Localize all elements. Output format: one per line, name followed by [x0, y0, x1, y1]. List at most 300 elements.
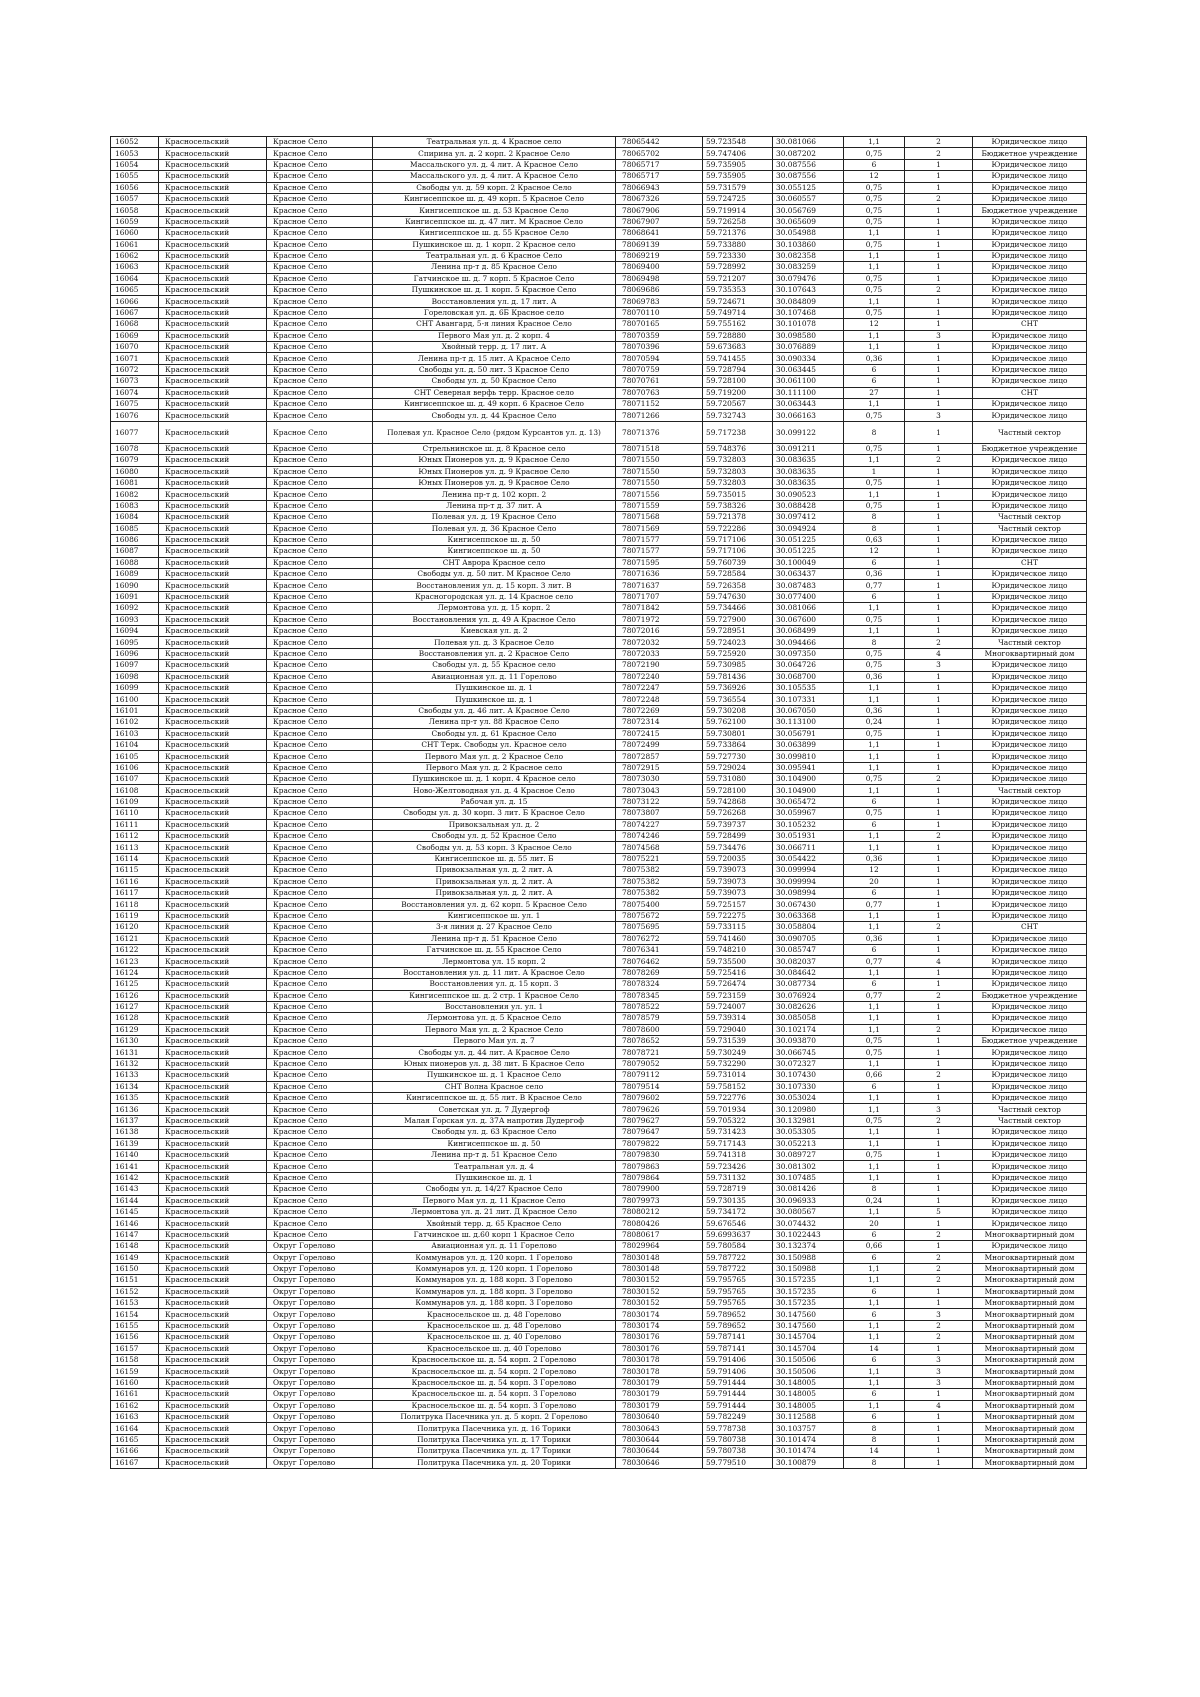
cell-count: 1 — [905, 273, 973, 284]
cell-volume: 0,75 — [844, 648, 905, 659]
cell-count: 1 — [905, 705, 973, 716]
cell-owner: Многоквартирный дом — [973, 1275, 1087, 1286]
cell-owner: Многоквартирный дом — [973, 648, 1087, 659]
table-row — [111, 1127, 1087, 1138]
cell-code: 78065717 — [616, 171, 703, 182]
cell-lon: 30.094924 — [773, 523, 844, 534]
cell-lat: 59.779510 — [703, 1457, 773, 1468]
cell-id: 16092 — [111, 603, 159, 614]
cell-lat: 59.705322 — [703, 1115, 773, 1126]
cell-address: Красногородская ул. д. 14 Красное село — [373, 591, 616, 602]
table-row — [111, 182, 1087, 193]
cell-id: 16063 — [111, 262, 159, 273]
cell-code: 78070165 — [616, 319, 703, 330]
cell-volume: 1,1 — [844, 1275, 905, 1286]
cell-code: 78030643 — [616, 1423, 703, 1434]
table-row — [111, 831, 1087, 842]
table-row — [111, 1024, 1087, 1035]
cell-address: Красносельское ш. д. 54 корп. 3 Горелово — [373, 1400, 616, 1411]
cell-lat: 59.795765 — [703, 1298, 773, 1309]
cell-volume: 1,1 — [844, 1298, 905, 1309]
cell-owner: Юридическое лицо — [973, 455, 1087, 466]
cell-code: 78079864 — [616, 1172, 703, 1183]
cell-volume: 1,1 — [844, 1263, 905, 1274]
cell-code: 78030644 — [616, 1434, 703, 1445]
cell-volume: 1,1 — [844, 751, 905, 762]
cell-owner: Частный сектор — [973, 785, 1087, 796]
cell-district: Красносельский — [159, 330, 267, 341]
cell-address: Коммунаров ул. д. 188 корп. 3 Горелово — [373, 1286, 616, 1297]
cell-area: Округ Горелово — [267, 1457, 373, 1468]
cell-area: Красное Село — [267, 694, 373, 705]
cell-area: Красное Село — [267, 739, 373, 750]
cell-count: 2 — [905, 148, 973, 159]
table-row — [111, 330, 1087, 341]
cell-count: 3 — [905, 1366, 973, 1377]
cell-lon: 30.094466 — [773, 637, 844, 648]
cell-code: 78071568 — [616, 512, 703, 523]
cell-code: 78030640 — [616, 1411, 703, 1422]
cell-id: 16117 — [111, 888, 159, 899]
cell-owner: Частный сектор — [973, 421, 1087, 443]
cell-volume: 0,75 — [844, 193, 905, 204]
cell-district: Красносельский — [159, 717, 267, 728]
cell-lat: 59.787141 — [703, 1332, 773, 1343]
cell-address: Свободы ул. д. 44 лит. А Красное Село — [373, 1047, 616, 1058]
cell-district: Красносельский — [159, 410, 267, 421]
cell-lat: 59.791444 — [703, 1400, 773, 1411]
cell-lat: 59.747630 — [703, 591, 773, 602]
cell-lon: 30.101474 — [773, 1446, 844, 1457]
cell-id: 16161 — [111, 1389, 159, 1400]
cell-lon: 30.132374 — [773, 1241, 844, 1252]
cell-volume: 1,1 — [844, 739, 905, 750]
cell-owner: Многоквартирный дом — [973, 1366, 1087, 1377]
cell-owner: Юридическое лицо — [973, 899, 1087, 910]
table-row — [111, 774, 1087, 785]
cell-id: 16141 — [111, 1161, 159, 1172]
cell-address: Кингисеппское ш. д. 50 — [373, 1138, 616, 1149]
cell-lat: 59.739737 — [703, 819, 773, 830]
cell-address: Гатчинское ш. д. 7 корп. 5 Красное Село — [373, 273, 616, 284]
cell-address: Привокзальная ул. д. 2 лит. А — [373, 876, 616, 887]
cell-code: 78072269 — [616, 705, 703, 716]
cell-area: Красное Село — [267, 888, 373, 899]
table-row — [111, 899, 1087, 910]
cell-district: Красносельский — [159, 1332, 267, 1343]
cell-address: Свободы ул. д. 46 лит. А Красное Село — [373, 705, 616, 716]
cell-id: 16090 — [111, 580, 159, 591]
cell-volume: 6 — [844, 1286, 905, 1297]
table-row — [111, 648, 1087, 659]
cell-lon: 30.150506 — [773, 1366, 844, 1377]
cell-count: 1 — [905, 1434, 973, 1445]
cell-lat: 59.725920 — [703, 648, 773, 659]
cell-area: Красное Село — [267, 1161, 373, 1172]
cell-district: Красносельский — [159, 1115, 267, 1126]
cell-owner: Юридическое лицо — [973, 228, 1087, 239]
cell-address: СНТ Северная верфь терр. Красное село — [373, 387, 616, 398]
cell-count: 1 — [905, 899, 973, 910]
cell-lon: 30.080567 — [773, 1206, 844, 1217]
cell-lat: 59.748210 — [703, 944, 773, 955]
cell-id: 16113 — [111, 842, 159, 853]
cell-lat: 59.724007 — [703, 1001, 773, 1012]
cell-owner: Юридическое лицо — [973, 466, 1087, 477]
cell-code: 78030179 — [616, 1400, 703, 1411]
cell-id: 16103 — [111, 728, 159, 739]
cell-owner: Юридическое лицо — [973, 762, 1087, 773]
cell-district: Красносельский — [159, 1149, 267, 1160]
cell-volume: 1,1 — [844, 967, 905, 978]
cell-code: 78071550 — [616, 477, 703, 488]
cell-id: 16116 — [111, 876, 159, 887]
cell-lon: 30.081426 — [773, 1184, 844, 1195]
cell-id: 16091 — [111, 591, 159, 602]
cell-volume: 6 — [844, 1389, 905, 1400]
cell-lat: 59.795765 — [703, 1286, 773, 1297]
cell-code: 78067906 — [616, 205, 703, 216]
table-row — [111, 751, 1087, 762]
cell-district: Красносельский — [159, 660, 267, 671]
cell-id: 16093 — [111, 614, 159, 625]
cell-address: Ленина пр-т ул. 88 Красное Село — [373, 717, 616, 728]
cell-code: 78072248 — [616, 694, 703, 705]
cell-code: 78076341 — [616, 944, 703, 955]
cell-area: Красное Село — [267, 500, 373, 511]
cell-lat: 59.728794 — [703, 364, 773, 375]
cell-lon: 30.052213 — [773, 1138, 844, 1149]
cell-district: Красносельский — [159, 1093, 267, 1104]
cell-code: 78071152 — [616, 398, 703, 409]
cell-volume: 6 — [844, 557, 905, 568]
cell-id: 16094 — [111, 626, 159, 637]
cell-id: 16053 — [111, 148, 159, 159]
cell-lat: 59.735353 — [703, 285, 773, 296]
cell-owner: Юридическое лицо — [973, 739, 1087, 750]
table-row — [111, 1058, 1087, 1069]
cell-area: Красное Село — [267, 569, 373, 580]
cell-owner: СНТ — [973, 387, 1087, 398]
cell-code: 78072857 — [616, 751, 703, 762]
cell-lon: 30.087734 — [773, 979, 844, 990]
cell-owner: Юридическое лицо — [973, 614, 1087, 625]
cell-volume: 1,1 — [844, 262, 905, 273]
cell-area: Красное Село — [267, 159, 373, 170]
cell-volume: 8 — [844, 523, 905, 534]
cell-owner: Юридическое лицо — [973, 956, 1087, 967]
cell-count: 1 — [905, 1093, 973, 1104]
cell-volume: 1,1 — [844, 831, 905, 842]
table-row — [111, 557, 1087, 568]
cell-address: Авиационная ул. д. 11 Горелово — [373, 1241, 616, 1252]
cell-area: Красное Село — [267, 831, 373, 842]
cell-address: Свободы ул. д. 61 Красное Село — [373, 728, 616, 739]
cell-volume: 0,75 — [844, 285, 905, 296]
cell-lat: 59.717238 — [703, 421, 773, 443]
cell-owner: Многоквартирный дом — [973, 1411, 1087, 1422]
cell-lat: 59.730801 — [703, 728, 773, 739]
cell-lat: 59.717143 — [703, 1138, 773, 1149]
cell-volume: 1,1 — [844, 330, 905, 341]
cell-code: 78079112 — [616, 1070, 703, 1081]
cell-area: Округ Горелово — [267, 1400, 373, 1411]
cell-code: 78070396 — [616, 342, 703, 353]
cell-lat: 59.739073 — [703, 865, 773, 876]
cell-code: 78030646 — [616, 1457, 703, 1468]
cell-lat: 59.791444 — [703, 1389, 773, 1400]
cell-district: Красносельский — [159, 376, 267, 387]
cell-code: 78075382 — [616, 888, 703, 899]
cell-area: Красное Село — [267, 591, 373, 602]
cell-address: Авиационная ул. д. 11 Горелово — [373, 671, 616, 682]
cell-lon: 30.097350 — [773, 648, 844, 659]
cell-area: Красное Село — [267, 182, 373, 193]
cell-lat: 59.748376 — [703, 443, 773, 454]
cell-code: 78079052 — [616, 1058, 703, 1069]
cell-area: Красное Село — [267, 205, 373, 216]
cell-area: Красное Село — [267, 603, 373, 614]
cell-volume: 1,1 — [844, 910, 905, 921]
cell-lat: 59.781436 — [703, 671, 773, 682]
cell-district: Красносельский — [159, 1377, 267, 1388]
cell-district: Красносельский — [159, 228, 267, 239]
cell-district: Красносельский — [159, 705, 267, 716]
cell-district: Красносельский — [159, 603, 267, 614]
cell-id: 16136 — [111, 1104, 159, 1115]
cell-lat: 59.747406 — [703, 148, 773, 159]
cell-address: Коммунаров ул. д. 120 корп. 1 Горелово — [373, 1252, 616, 1263]
table-row — [111, 660, 1087, 671]
cell-address: Красносельское ш. д. 40 Горелово — [373, 1343, 616, 1354]
cell-code: 78071550 — [616, 466, 703, 477]
cell-district: Красносельский — [159, 682, 267, 693]
cell-district: Красносельский — [159, 1081, 267, 1092]
cell-address: Свободы ул. д. 50 лит. З Красное Село — [373, 364, 616, 375]
table-row — [111, 728, 1087, 739]
cell-lat: 59.735500 — [703, 956, 773, 967]
cell-owner: Юридическое лицо — [973, 728, 1087, 739]
cell-area: Округ Горелово — [267, 1241, 373, 1252]
cell-count: 2 — [905, 1252, 973, 1263]
cell-address: Восстановления ул. д. 2 Красное Село — [373, 648, 616, 659]
cell-volume: 8 — [844, 1434, 905, 1445]
table-row — [111, 671, 1087, 682]
cell-owner: Юридическое лицо — [973, 1013, 1087, 1024]
cell-count: 1 — [905, 1286, 973, 1297]
table-row — [111, 865, 1087, 876]
cell-address: Первого Мая ул. д. 2 корп. 4 — [373, 330, 616, 341]
table-row — [111, 296, 1087, 307]
cell-count: 1 — [905, 1457, 973, 1468]
cell-district: Красносельский — [159, 1400, 267, 1411]
cell-lat: 59.717106 — [703, 534, 773, 545]
table-row — [111, 694, 1087, 705]
cell-owner: Юридическое лицо — [973, 671, 1087, 682]
cell-owner: Многоквартирный дом — [973, 1446, 1087, 1457]
cell-address: Кингисеппское ш. д. 49 корп. 6 Красное Село — [373, 398, 616, 409]
cell-code: 78079626 — [616, 1104, 703, 1115]
table-row — [111, 580, 1087, 591]
cell-owner: Многоквартирный дом — [973, 1457, 1087, 1468]
cell-lat: 59.676546 — [703, 1218, 773, 1229]
cell-volume: 12 — [844, 319, 905, 330]
cell-count: 1 — [905, 319, 973, 330]
cell-volume: 1,1 — [844, 228, 905, 239]
cell-lat: 59.730135 — [703, 1195, 773, 1206]
cell-lon: 30.099994 — [773, 876, 844, 887]
cell-volume: 1,1 — [844, 626, 905, 637]
cell-code: 78030148 — [616, 1263, 703, 1274]
cell-id: 16133 — [111, 1070, 159, 1081]
cell-id: 16167 — [111, 1457, 159, 1468]
cell-id: 16132 — [111, 1058, 159, 1069]
cell-address: Ново-Желтоводная ул. д. 4 Красное Село — [373, 785, 616, 796]
cell-lat: 59.731423 — [703, 1127, 773, 1138]
table-row — [111, 1047, 1087, 1058]
table-row — [111, 762, 1087, 773]
cell-area: Округ Горелово — [267, 1332, 373, 1343]
cell-district: Красносельский — [159, 512, 267, 523]
cell-area: Красное Село — [267, 216, 373, 227]
cell-owner: Юридическое лицо — [973, 808, 1087, 819]
cell-id: 16067 — [111, 307, 159, 318]
table-row — [111, 1229, 1087, 1240]
table-row — [111, 842, 1087, 853]
cell-district: Красносельский — [159, 182, 267, 193]
cell-lat: 59.729024 — [703, 762, 773, 773]
cell-lon: 30.099994 — [773, 865, 844, 876]
cell-count: 1 — [905, 1218, 973, 1229]
cell-district: Красносельский — [159, 1343, 267, 1354]
cell-district: Красносельский — [159, 694, 267, 705]
cell-lon: 30.082626 — [773, 1001, 844, 1012]
table-row — [111, 1377, 1087, 1388]
cell-owner: Многоквартирный дом — [973, 1343, 1087, 1354]
table-row — [111, 1161, 1087, 1172]
cell-volume: 8 — [844, 637, 905, 648]
cell-address: Свободы ул. д. 59 корп. 2 Красное Село — [373, 182, 616, 193]
cell-lat: 59.723330 — [703, 250, 773, 261]
cell-count: 1 — [905, 262, 973, 273]
cell-district: Красносельский — [159, 1229, 267, 1240]
cell-id: 16162 — [111, 1400, 159, 1411]
table-row — [111, 591, 1087, 602]
cell-area: Красное Село — [267, 762, 373, 773]
cell-code: 78072415 — [616, 728, 703, 739]
table-row — [111, 466, 1087, 477]
cell-area: Красное Село — [267, 717, 373, 728]
cell-lon: 30.089727 — [773, 1149, 844, 1160]
cell-lat: 59.720035 — [703, 853, 773, 864]
cell-volume: 0,63 — [844, 534, 905, 545]
cell-owner: Юридическое лицо — [973, 842, 1087, 853]
cell-volume: 1,1 — [844, 489, 905, 500]
cell-address: Пушкинское ш. д. 1 — [373, 682, 616, 693]
cell-count: 1 — [905, 296, 973, 307]
cell-code: 78070594 — [616, 353, 703, 364]
cell-id: 16098 — [111, 671, 159, 682]
cell-count: 1 — [905, 546, 973, 557]
cell-owner: Юридическое лицо — [973, 910, 1087, 921]
cell-district: Красносельский — [159, 979, 267, 990]
cell-district: Красносельский — [159, 285, 267, 296]
cell-address: Массальского ул. д. 4 лит. А Красное Село — [373, 159, 616, 170]
cell-district: Красносельский — [159, 171, 267, 182]
cell-id: 16125 — [111, 979, 159, 990]
cell-district: Красносельский — [159, 1001, 267, 1012]
cell-owner: Юридическое лицо — [973, 182, 1087, 193]
cell-address: Пушкинское ш. д. 1 — [373, 694, 616, 705]
cell-address: Юных Пионеров ул. д. 9 Красное Село — [373, 455, 616, 466]
cell-address: Первого Мая ул. д. 7 — [373, 1036, 616, 1047]
cell-address: Хвойный терр. д. 17 лит. А — [373, 342, 616, 353]
cell-id: 16107 — [111, 774, 159, 785]
cell-lat: 59.741455 — [703, 353, 773, 364]
cell-count: 3 — [905, 660, 973, 671]
table-row — [111, 1263, 1087, 1274]
cell-id: 16159 — [111, 1366, 159, 1377]
cell-lon: 30.100049 — [773, 557, 844, 568]
cell-district: Красносельский — [159, 534, 267, 545]
cell-code: 78030176 — [616, 1343, 703, 1354]
cell-lon: 30.056769 — [773, 205, 844, 216]
cell-code: 78074568 — [616, 842, 703, 853]
cell-owner: Юридическое лицо — [973, 285, 1087, 296]
cell-lon: 30.083635 — [773, 455, 844, 466]
cell-id: 16122 — [111, 944, 159, 955]
cell-lon: 30.1022443 — [773, 1229, 844, 1240]
cell-lon: 30.087483 — [773, 580, 844, 591]
cell-lat: 59.717106 — [703, 546, 773, 557]
cell-address: Юных Пионеров ул. д. 9 Красное Село — [373, 466, 616, 477]
table-row — [111, 159, 1087, 170]
cell-id: 16078 — [111, 443, 159, 454]
cell-owner: Многоквартирный дом — [973, 1252, 1087, 1263]
cell-area: Округ Горелово — [267, 1355, 373, 1366]
cell-id: 16058 — [111, 205, 159, 216]
cell-area: Красное Село — [267, 1218, 373, 1229]
table-row — [111, 990, 1087, 1001]
table-row — [111, 705, 1087, 716]
table-row — [111, 387, 1087, 398]
cell-area: Красное Село — [267, 626, 373, 637]
cell-lat: 59.791406 — [703, 1355, 773, 1366]
cell-district: Красносельский — [159, 466, 267, 477]
cell-volume: 20 — [844, 1218, 905, 1229]
table-row — [111, 137, 1087, 148]
cell-lon: 30.098580 — [773, 330, 844, 341]
cell-volume: 0,77 — [844, 990, 905, 1001]
cell-count: 1 — [905, 534, 973, 545]
cell-address: Кингисеппское ш. д. 55 Красное Село — [373, 228, 616, 239]
cell-count: 1 — [905, 728, 973, 739]
cell-lat: 59.731132 — [703, 1172, 773, 1183]
cell-address: Рабочая ул. д. 15 — [373, 796, 616, 807]
cell-address: Советская ул. д. 7 Дудергоф — [373, 1104, 616, 1115]
cell-district: Красносельский — [159, 1195, 267, 1206]
cell-district: Красносельский — [159, 421, 267, 443]
cell-volume: 1,1 — [844, 455, 905, 466]
cell-address: Привокзальная ул. д. 2 — [373, 819, 616, 830]
cell-district: Красносельский — [159, 751, 267, 762]
cell-owner: Юридическое лицо — [973, 342, 1087, 353]
cell-count: 1 — [905, 569, 973, 580]
cell-district: Красносельский — [159, 819, 267, 830]
cell-area: Красное Село — [267, 477, 373, 488]
cell-owner: Юридическое лицо — [973, 1047, 1087, 1058]
cell-count: 1 — [905, 591, 973, 602]
